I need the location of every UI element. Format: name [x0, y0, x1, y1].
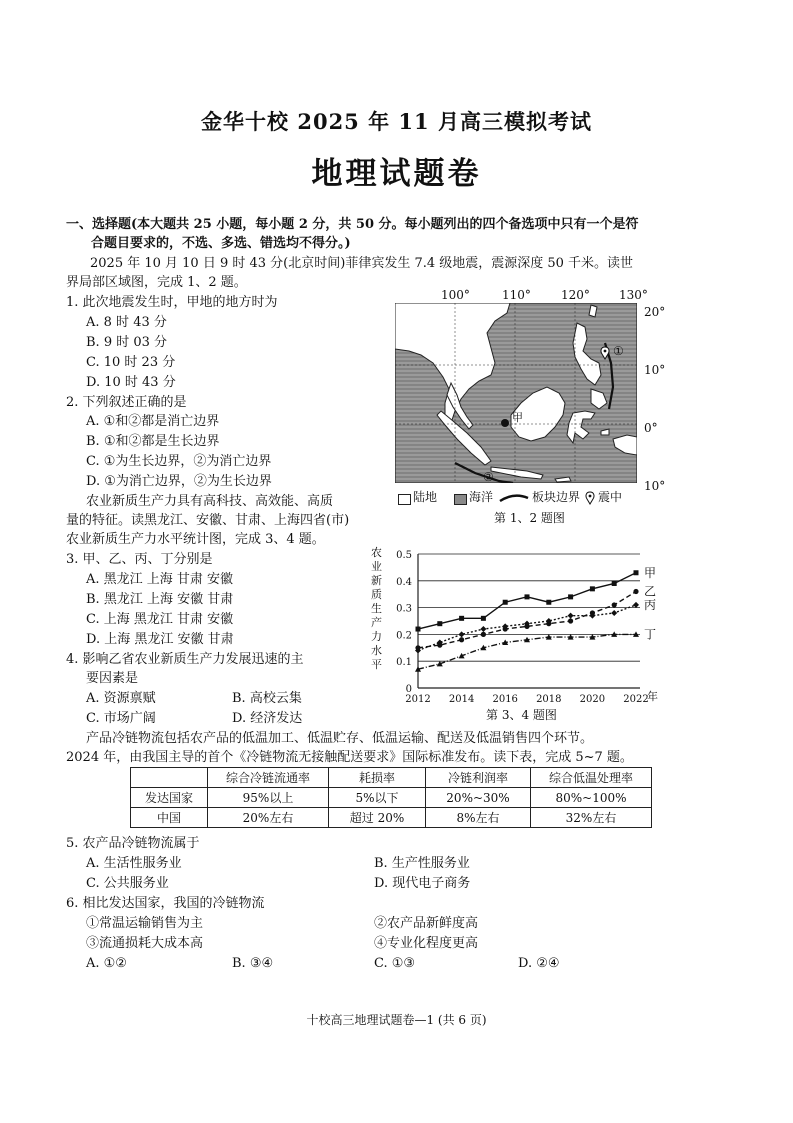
table-cell: 95%以上	[208, 788, 329, 808]
chart-point	[568, 613, 574, 619]
chart-x-tick-label: 2018	[536, 694, 562, 705]
chart-point	[503, 600, 508, 605]
chart-point	[480, 626, 486, 632]
map-lon-120: 120°	[561, 288, 590, 302]
chart-ylabel-char: 新	[371, 574, 382, 587]
q6-item-3: ③流通损耗大成本高	[86, 936, 204, 951]
chart-series-label: 丁	[644, 627, 657, 642]
q4-stem-line1: 4. 影响乙省农业新质生产力发展迅速的主	[66, 652, 304, 667]
chart-series-labels	[644, 566, 656, 642]
chart-y-tick-label: 0.4	[396, 576, 412, 588]
agri-productivity-chart	[366, 544, 666, 706]
q6-option-b: B. ③④	[232, 956, 274, 971]
table-cell: 超过 20%	[329, 808, 426, 828]
chart-y-tick-label: 0.5	[396, 550, 412, 561]
q4-option-d: D. 经济发达	[232, 711, 303, 726]
legend-plate-boundary-label: 板块边界	[532, 490, 581, 504]
chart-point	[459, 637, 464, 642]
passage3-line2: 2024 年，由我国主导的首个《冷链物流无接触配送要求》国际标准发布。读下表，完成 5~7 题。	[66, 750, 633, 765]
q1-option-a: A. 8 时 43 分	[86, 315, 167, 330]
chart-ylabel-char: 产	[371, 616, 382, 629]
table-cell: 32%左右	[531, 808, 652, 828]
table-cell: 80%~100%	[531, 788, 652, 808]
section-instruction-line2: 合题目要求的，不选、多选、错选均不得分。)	[91, 236, 351, 251]
chart-point	[459, 616, 464, 621]
map-caption: 第 1、2 题图	[494, 511, 565, 525]
chart-y-tick-label: 0	[405, 684, 412, 695]
table-header-cell: 综合冷链流通率	[208, 768, 329, 788]
boundary-2-label: ②	[483, 470, 494, 483]
table-header-cell: 综合低温处理率	[531, 768, 652, 788]
map-lon-110: 110°	[502, 288, 531, 302]
legend-land-label: 陆地	[413, 490, 438, 504]
chart-x-tick-label: 2014	[448, 694, 475, 705]
page-footer: 十校高三地理试题卷—1 (共 6 页)	[306, 1013, 487, 1027]
chart-x-ticks	[405, 694, 648, 705]
chart-point	[437, 621, 442, 626]
subject-title: 地理试题卷	[311, 156, 482, 192]
exam-title: 金华十校 2025 年 11 月高三模拟考试	[201, 109, 592, 134]
legend-land-swatch	[398, 494, 411, 505]
chart-series-label: 丙	[644, 597, 657, 612]
legend-sea-label: 海洋	[469, 490, 494, 504]
chart-point	[612, 581, 617, 586]
chart-point	[612, 602, 617, 607]
legend-sea-swatch	[454, 494, 467, 505]
passage3-line1: 产品冷链物流包括农产品的低温加工、低温贮存、低温运输、配送及低温销售四个环节。	[86, 731, 594, 746]
q1-stem: 1. 此次地震发生时，甲地的地方时为	[66, 295, 278, 310]
legend-plate-boundary-swatch	[498, 492, 530, 504]
q2-stem: 2. 下列叙述正确的是	[66, 395, 187, 410]
passage2-line2: 量的特征。读黑龙江、安徽、甘肃、上海四省(市)	[66, 513, 350, 528]
chart-point	[568, 618, 573, 623]
map-lat-10n: 10°	[644, 363, 666, 377]
q1-option-d: D. 10 时 43 分	[86, 375, 176, 390]
chart-point	[568, 594, 573, 599]
boundary-1-label: ①	[613, 344, 624, 358]
q1-option-b: B. 9 时 03 分	[86, 335, 168, 350]
map-lon-130: 130°	[619, 288, 648, 302]
cold-chain-table	[130, 767, 652, 828]
chart-ylabel-char: 生	[371, 602, 382, 615]
q1-option-c: C. 10 时 23 分	[86, 355, 176, 370]
q3-stem: 3. 甲、乙、丙、丁分别是	[66, 552, 213, 567]
table-header-cell: 冷链利润率	[426, 768, 531, 788]
chart-series	[415, 570, 639, 671]
table-header-row	[131, 768, 652, 788]
chart-x-tick-label: 2020	[579, 694, 606, 705]
table-header-cell	[131, 768, 208, 788]
chart-point	[546, 600, 551, 605]
table-row	[131, 788, 652, 808]
q3-option-a: A. 黑龙江 上海 甘肃 安徽	[86, 572, 234, 587]
point-jia-marker	[501, 419, 509, 427]
q2-option-d: D. ①为消亡边界，②为生长边界	[86, 474, 272, 489]
section-instruction-line1: 一、选择题(本大题共 25 小题，每小题 2 分，共 50 分。每小题列出的四个备选项中只有一个是符	[66, 217, 639, 232]
point-jia-label: 甲	[512, 411, 523, 424]
table-cell: 20%~30%	[426, 788, 531, 808]
q6-item-4: ④专业化程度更高	[374, 936, 479, 951]
chart-series-label: 乙	[644, 584, 657, 599]
q6-item-1: ①常温运输销售为主	[86, 916, 204, 931]
chart-ylabel-char: 平	[371, 658, 382, 671]
chart-caption: 第 3、4 题图	[486, 708, 557, 722]
table-cell: 中国	[131, 808, 208, 828]
q2-option-a: A. ①和②都是消亡边界	[86, 414, 220, 429]
q4-stem-line2: 要因素是	[86, 671, 139, 686]
table-cell: 8%左右	[426, 808, 531, 828]
q6-option-c: C. ①③	[374, 956, 416, 971]
q4-option-b: B. 高校云集	[232, 691, 302, 706]
chart-x-tick-label: 2016	[492, 694, 518, 705]
q5-option-d: D. 现代电子商务	[374, 876, 471, 891]
table-cell: 5%以下	[329, 788, 426, 808]
map-lat-10s: 10°	[644, 479, 666, 493]
q3-option-b: B. 黑龙江 上海 安徽 甘肃	[86, 592, 234, 607]
q3-option-d: D. 上海 黑龙江 安徽 甘肃	[86, 632, 234, 647]
q6-option-d: D. ②④	[518, 956, 560, 971]
table-cell: 发达国家	[131, 788, 208, 808]
chart-y-tick-label: 0.3	[396, 603, 412, 615]
chart-x-tick-label: 2022	[623, 694, 649, 705]
chart-y-ticks	[396, 550, 412, 695]
q2-option-c: C. ①为生长边界，②为消亡边界	[86, 454, 272, 469]
passage2-line1: 农业新质生产力具有高科技、高效能、高质	[86, 494, 334, 509]
chart-point	[633, 602, 639, 608]
chart-ylabel	[371, 546, 382, 671]
chart-y-tick-label: 0.2	[396, 630, 412, 642]
map-lat-20n: 20°	[644, 305, 666, 319]
chart-point	[590, 586, 595, 591]
chart-ylabel-char: 业	[371, 560, 382, 573]
southeast-asia-map	[395, 303, 637, 483]
table-header-cell: 耗损率	[329, 768, 426, 788]
chart-point	[633, 589, 638, 594]
chart-point	[611, 610, 617, 616]
chart-ylabel-char: 水	[371, 644, 382, 657]
chart-point	[416, 627, 421, 632]
legend-epicenter-label: 震中	[598, 490, 623, 504]
q5-option-b: B. 生产性服务业	[374, 856, 470, 871]
chart-point	[525, 594, 530, 599]
table-cell: 20%左右	[208, 808, 329, 828]
chart-ylabel-char: 质	[371, 588, 382, 601]
chart-y-tick-label: 0.1	[396, 657, 412, 669]
map-lat-0: 0°	[644, 421, 658, 435]
q6-item-2: ②农产品新鲜度高	[374, 916, 479, 931]
chart-xlabel: 年	[647, 690, 658, 703]
chart-ylabel-char: 力	[371, 630, 382, 643]
q6-option-a: A. ①②	[86, 956, 127, 971]
passage1-line2: 界局部区域图，完成 1、2 题。	[66, 275, 247, 290]
q5-stem: 5. 农产品冷链物流属于	[66, 836, 200, 851]
chart-series-label: 甲	[644, 565, 657, 580]
map-lon-100: 100°	[441, 288, 470, 302]
q5-option-c: C. 公共服务业	[86, 876, 169, 891]
table-row	[131, 808, 652, 828]
q4-option-c: C. 市场广阔	[86, 711, 156, 726]
chart-x-tick-label: 2012	[405, 694, 431, 705]
chart-point	[481, 632, 486, 637]
chart-series-line	[418, 573, 636, 629]
legend-epicenter-icon	[585, 491, 595, 505]
q6-stem: 6. 相比发达国家，我国的冷链物流	[66, 896, 265, 911]
q2-option-b: B. ①和②都是生长边界	[86, 434, 220, 449]
chart-point	[481, 616, 486, 621]
chart-ylabel-char: 农	[371, 546, 382, 559]
q5-option-a: A. 生活性服务业	[86, 856, 182, 871]
passage2-line3: 农业新质生产力水平统计图，完成 3、4 题。	[66, 532, 325, 547]
q4-option-a: A. 资源禀赋	[86, 691, 156, 706]
chart-point	[459, 631, 465, 637]
q3-option-c: C. 上海 黑龙江 甘肃 安徽	[86, 612, 234, 627]
chart-point	[634, 570, 639, 575]
passage1-line1: 2025 年 10 月 10 日 9 时 43 分(北京时间)菲律宾发生 7.4 级地震，震源深度 50 千米。读世	[90, 256, 634, 271]
